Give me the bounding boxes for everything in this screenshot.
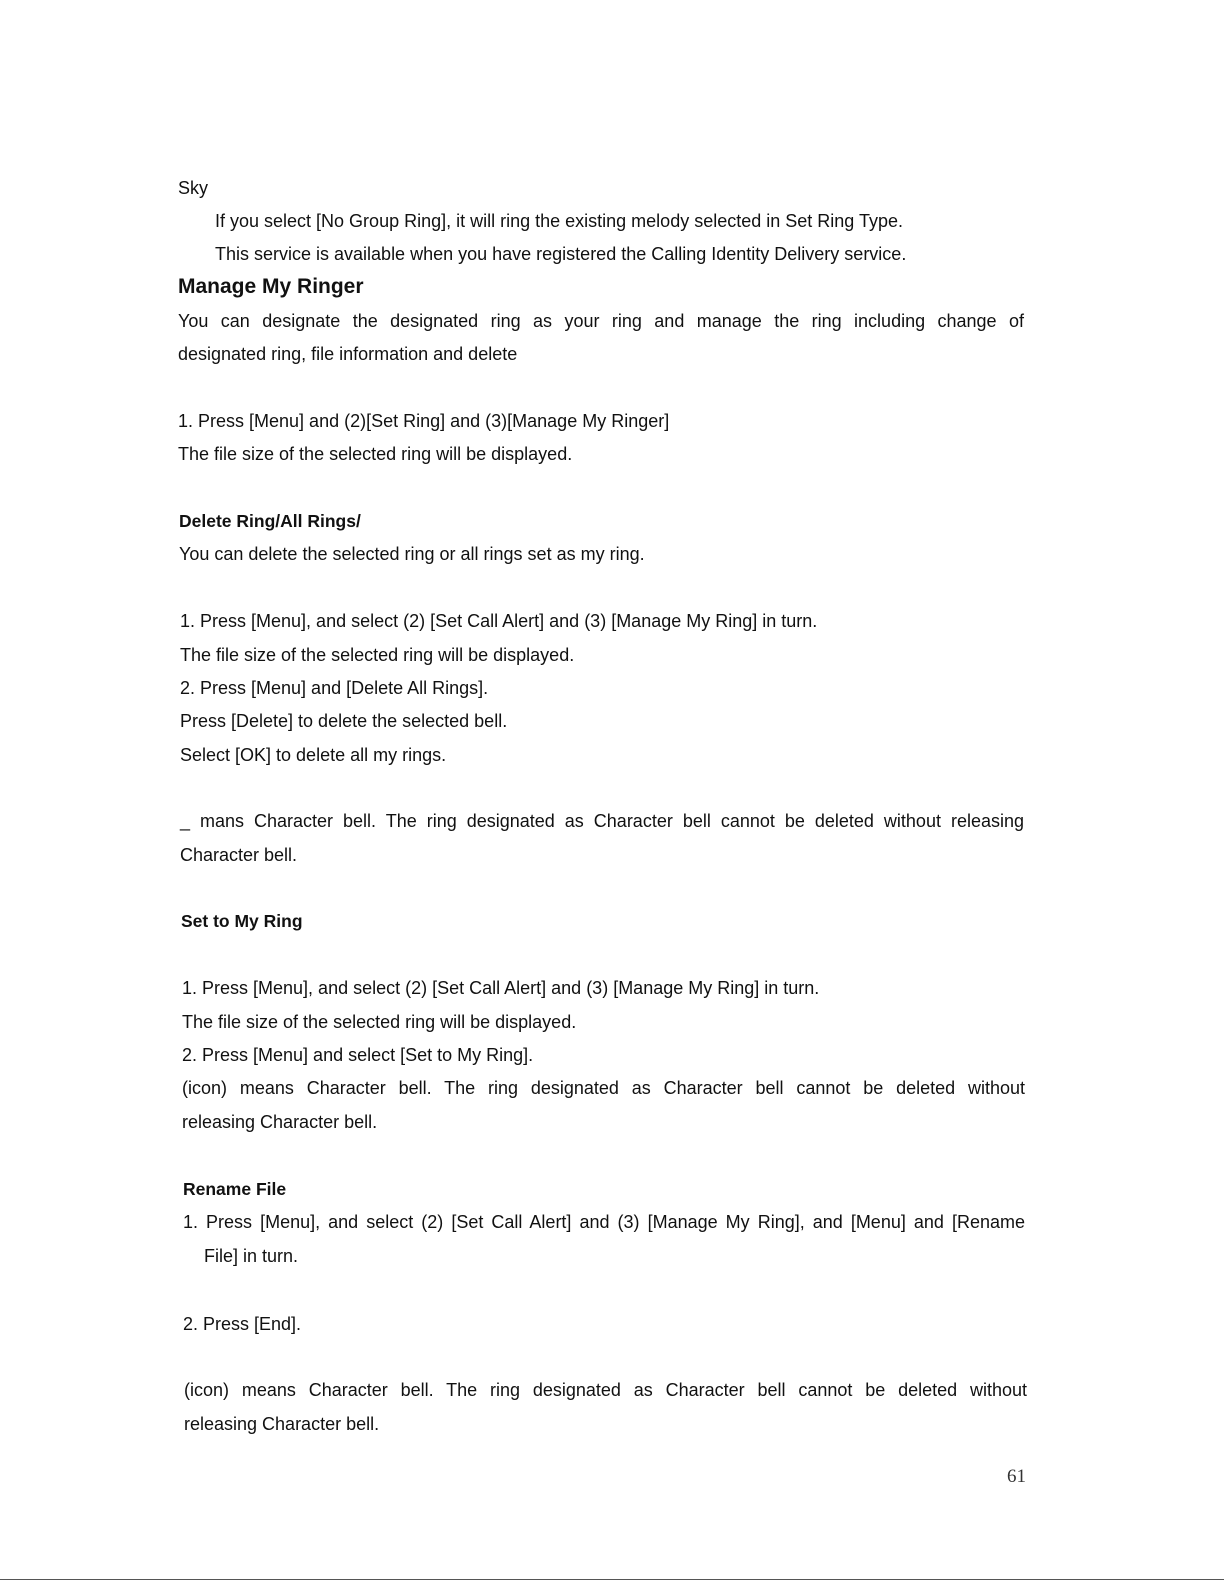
subheading-set-to-my-ring: Set to My Ring <box>181 911 303 931</box>
set-step-1: 1. Press [Menu], and select (2) [Set Call Alert] and (3) [Manage My Ring] in turn. <box>182 978 820 998</box>
delete-intro: You can delete the selected ring or all rings set as my ring. <box>179 544 645 564</box>
delete-step-1: 1. Press [Menu], and select (2) [Set Call Alert] and (3) [Manage My Ring] in turn. <box>180 611 818 631</box>
sky-label: Sky <box>178 178 209 198</box>
rename-character-bell-note-line-2: releasing Character bell. <box>184 1414 380 1434</box>
subheading-delete-ring: Delete Ring/All Rings/ <box>179 511 361 531</box>
delete-select-ok-note: Select [OK] to delete all my rings. <box>180 745 447 765</box>
manage-file-size-note: The file size of the selected ring will be displayed. <box>178 444 573 464</box>
rename-character-bell-note-line-1: (icon) means Character bell. The ring designated as Character bell cannot be deleted without <box>184 1380 1027 1400</box>
set-file-size-note: The file size of the selected ring will be displayed. <box>182 1012 577 1032</box>
page-number: 61 <box>1007 1466 1026 1487</box>
manage-intro-line-2: designated ring, file information and delete <box>178 344 518 364</box>
manage-intro-line-1: You can designate the designated ring as your ring and manage the ring including change of <box>178 311 1024 331</box>
delete-character-bell-note-line-2: Character bell. <box>180 845 298 865</box>
service-availability-note: This service is available when you have registered the Calling Identity Delivery service. <box>215 244 907 264</box>
bottom-divider <box>0 1579 1224 1580</box>
set-character-bell-note-line-2: releasing Character bell. <box>182 1112 378 1132</box>
delete-character-bell-note-line-1: _ mans Character bell. The ring designated as Character bell cannot be deleted without releasing <box>180 811 1024 831</box>
manage-step-1: 1. Press [Menu] and (2)[Set Ring] and (3)[Manage My Ringer] <box>178 411 670 431</box>
set-step-2: 2. Press [Menu] and select [Set to My Ring]. <box>182 1045 534 1065</box>
rename-step-2: 2. Press [End]. <box>183 1314 302 1334</box>
rename-step-1-line-2: File] in turn. <box>204 1246 299 1266</box>
subheading-rename-file: Rename File <box>183 1179 287 1199</box>
no-group-ring-note: If you select [No Group Ring], it will ring the existing melody selected in Set Ring Type. <box>215 211 903 231</box>
delete-press-delete-note: Press [Delete] to delete the selected bell. <box>180 711 508 731</box>
delete-step-2: 2. Press [Menu] and [Delete All Rings]. <box>180 678 489 698</box>
rename-step-1-line-1: 1. Press [Menu], and select (2) [Set Call Alert] and (3) [Manage My Ring], and [Menu] and [Rename <box>183 1212 1025 1232</box>
set-character-bell-note-line-1: (icon) means Character bell. The ring designated as Character bell cannot be deleted without <box>182 1078 1025 1098</box>
delete-file-size-note: The file size of the selected ring will be displayed. <box>180 645 575 665</box>
section-heading-manage-my-ringer: Manage My Ringer <box>178 275 364 298</box>
